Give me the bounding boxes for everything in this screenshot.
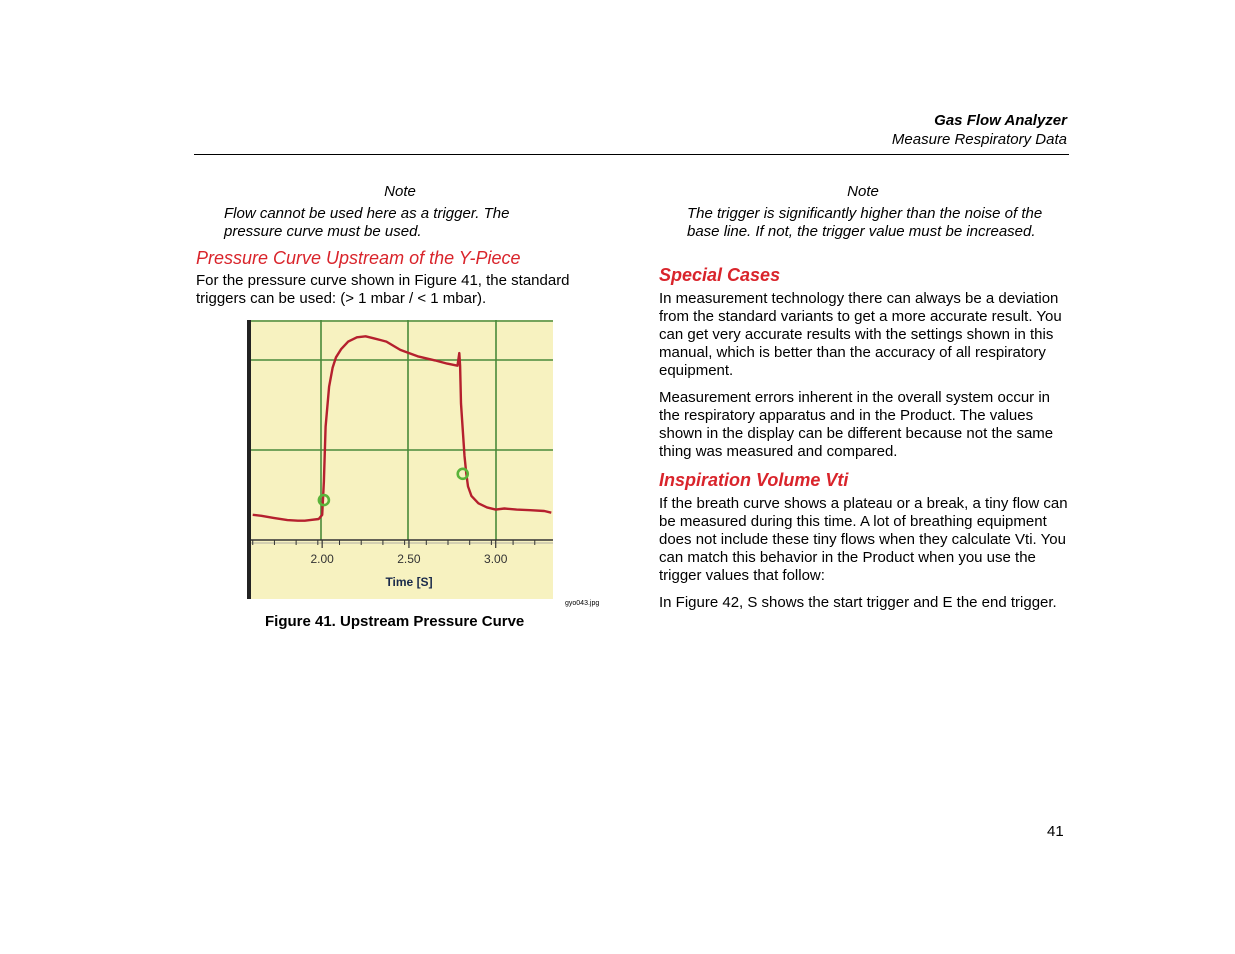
x-tick-label-2: 3.00: [484, 552, 508, 566]
figure-caption: Figure 41. Upstream Pressure Curve: [265, 613, 525, 630]
figure-file-id: gyo043.jpg: [565, 600, 600, 607]
x-tick-label-0: 2.00: [310, 552, 334, 566]
x-tick-label-1: 2.50: [397, 552, 421, 566]
left-note-label: Note: [384, 183, 416, 200]
header-rule: [194, 154, 1069, 155]
special-cases-paragraph-2: Measurement errors inherent in the overall system occur in the respiratory apparatus and in the Product. The values shown in the display can be different because not the same thing was measured and compared.: [659, 389, 1054, 460]
special-cases-heading: Special Cases: [659, 265, 781, 285]
right-note-label: Note: [847, 183, 879, 200]
pressure-curve-chart: [247, 320, 553, 599]
pressure-curve-paragraph: For the pressure curve shown in Figure 41, the standard triggers can be used: (> 1 mbar / < 1 mbar).: [196, 272, 570, 307]
header-title: Gas Flow Analyzer: [934, 112, 1067, 129]
chart-x-label: Time [S]: [385, 575, 433, 589]
right-note-text: The trigger is significantly higher than the noise of the base line. If not, the trigger value must be increased.: [687, 205, 1043, 240]
inspiration-volume-paragraph-2: In Figure 42, S shows the start trigger and E the end trigger.: [659, 594, 1057, 611]
header-subtitle: Measure Respiratory Data: [891, 131, 1067, 148]
special-cases-paragraph-1: In measurement technology there can always be a deviation from the standard variants to get a more accurate result. You can get very accurate results with the settings shown in this manual, which is better than the accuracy of all respiratory equipment.: [659, 290, 1062, 379]
page-number: 41: [1047, 823, 1064, 840]
inspiration-volume-heading: Inspiration Volume Vti: [659, 470, 849, 490]
inspiration-volume-paragraph-1: If the breath curve shows a plateau or a break, a tiny flow can be measured during this time. A lot of breathing equipment does not include these tiny flows when they calculate Vti. You can match this behavior in the Product when you use the trigger values that follow:: [659, 495, 1068, 584]
left-note-text: Flow cannot be used here as a trigger. The pressure curve must be used.: [224, 205, 510, 240]
chart-left-border: [247, 320, 251, 599]
pressure-curve-heading: Pressure Curve Upstream of the Y-Piece: [196, 248, 521, 268]
